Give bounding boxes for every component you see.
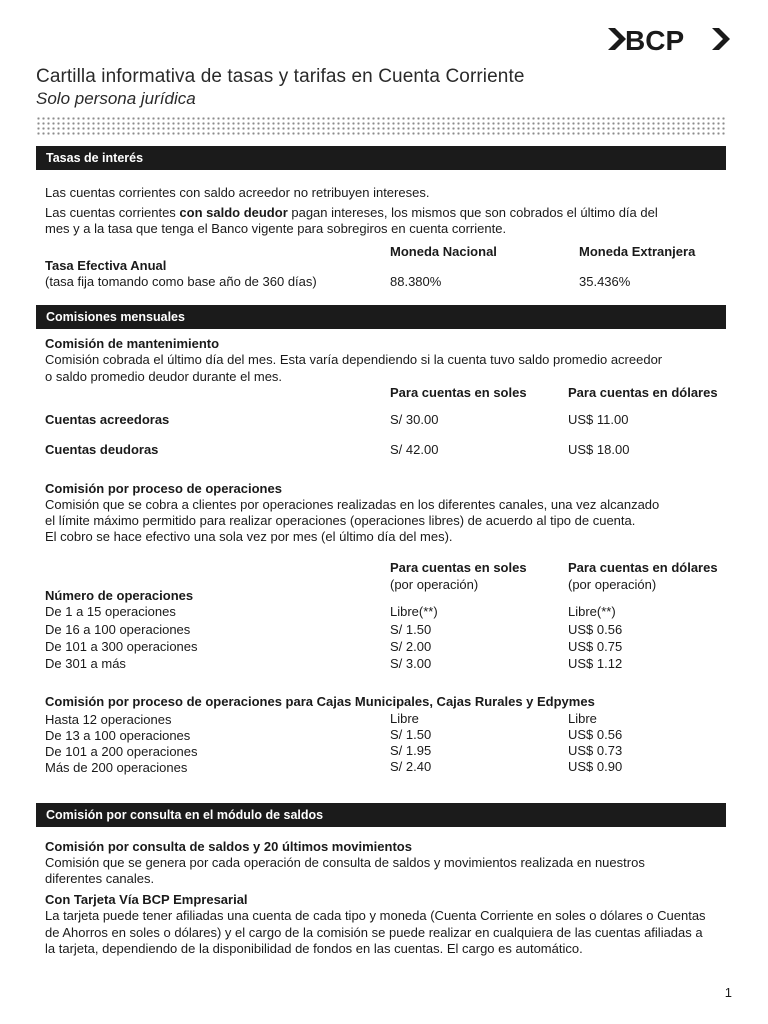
- proc-col-sub-soles: (por operación): [390, 577, 479, 592]
- proc-col-header-dolares: Para cuentas en dólares: [568, 560, 718, 575]
- proc-row-label: De 16 a 100 operaciones: [45, 622, 191, 637]
- proc-row-soles: S/ 1.50: [390, 622, 432, 637]
- proceso-desc-1: Comisión que se cobra a clientes por operaciones realizadas en los diferentes canales, una vez alcanzado: [45, 497, 660, 512]
- cajas-row-dolares: Libre: [568, 711, 597, 726]
- cajas-title: Comisión por proceso de operaciones para Cajas Municipales, Cajas Rurales y Edpymes: [45, 694, 595, 709]
- tarjeta-title: Con Tarjeta Vía BCP Empresarial: [45, 892, 248, 907]
- tarjeta-desc-3: la tarjeta, dependiendo de la disponibilidad de fondos en las cuentas. El cargo es automático.: [45, 941, 583, 956]
- proc-row-soles: S/ 3.00: [390, 656, 432, 671]
- tarjeta-desc-2: de Ahorros en soles o dólares) y el cargo de la comisión se puede realizar en cualquiera de las cuentas afiliadas a: [45, 925, 703, 940]
- consulta-desc-2: diferentes canales.: [45, 871, 155, 886]
- consulta-subtitle: Comisión por consulta de saldos y 20 últimos movimientos: [45, 839, 412, 854]
- proc-row-dolares: US$ 0.56: [568, 622, 623, 637]
- proc-row-dolares: US$ 1.12: [568, 656, 623, 671]
- proc-row-dolares: US$ 0.75: [568, 639, 623, 654]
- tasas-p2-post: pagan intereses, los mismos que son cobrados el último día del: [287, 205, 658, 220]
- mantenimiento-desc-1: Comisión cobrada el último día del mes. Esta varía dependiendo si la cuenta tuvo saldo promedio acreedor: [45, 352, 663, 367]
- col-header-dolares: Para cuentas en dólares: [568, 385, 718, 400]
- section-header-tasas: Tasas de interés: [36, 146, 726, 170]
- cajas-row-label: Hasta 12 operaciones: [45, 712, 172, 727]
- cajas-row-soles: S/ 2.40: [390, 759, 432, 774]
- col-header-moneda-extranjera: Moneda Extranjera: [579, 244, 696, 259]
- dotted-divider: [36, 116, 726, 136]
- proceso-title: Comisión por proceso de operaciones: [45, 481, 282, 496]
- tea-value-me: 35.436%: [579, 274, 631, 289]
- proc-row-soles: S/ 2.00: [390, 639, 432, 654]
- mant-row-dolares: US$ 18.00: [568, 442, 630, 457]
- proc-col-sub-dolares: (por operación): [568, 577, 657, 592]
- num-operaciones-label: Número de operaciones: [45, 588, 194, 603]
- tea-value-mn: 88.380%: [390, 274, 442, 289]
- tasas-p2-bold: con saldo deudor: [179, 205, 288, 220]
- proc-row-label: De 101 a 300 operaciones: [45, 639, 198, 654]
- tea-label: Tasa Efectiva Anual: [45, 258, 167, 273]
- consulta-desc-post: realizada en nuestros: [516, 855, 645, 870]
- cajas-row-soles: S/ 1.50: [390, 727, 432, 742]
- mant-row-soles: S/ 30.00: [390, 412, 439, 427]
- section-header-comisiones: Comisiones mensuales: [36, 305, 726, 329]
- page-title: Cartilla informativa de tasas y tarifas en Cuenta Corriente: [36, 66, 525, 87]
- tea-note: (tasa fija tomando como base año de 360 días): [45, 274, 317, 289]
- cajas-row-soles: Libre: [390, 711, 419, 726]
- cajas-row-label: De 13 a 100 operaciones: [45, 728, 191, 743]
- tasas-paragraph-1: Las cuentas corrientes con saldo acreedor no retribuyen intereses.: [45, 185, 430, 200]
- mant-row-dolares: US$ 11.00: [568, 412, 629, 427]
- cajas-row-dolares: US$ 0.73: [568, 743, 623, 758]
- mant-row-soles: S/ 42.00: [390, 442, 439, 457]
- cajas-row-label: De 101 a 200 operaciones: [45, 744, 198, 759]
- cajas-row-dolares: US$ 0.90: [568, 759, 623, 774]
- proceso-desc-2: el límite máximo permitido para realizar operaciones (operaciones libres) de acuerdo al tipo de cuenta.: [45, 513, 636, 528]
- consulta-desc-1: [45, 855, 645, 871]
- mant-row-label: Cuentas deudoras: [45, 442, 159, 457]
- section-header-consulta: Comisión por consulta en el módulo de saldos: [36, 803, 726, 827]
- consulta-desc-pre: Comisión que se genera por cada operación de consulta de: [45, 855, 393, 870]
- cajas-row-label: Más de 200 operaciones: [45, 760, 188, 775]
- proceso-desc-3: El cobro se hace efectivo una sola vez por mes (el último día del mes).: [45, 529, 453, 544]
- proc-row-dolares: Libre(**): [568, 604, 616, 619]
- tasas-paragraph-2: [45, 205, 658, 221]
- cajas-row-dolares: US$ 0.56: [568, 727, 623, 742]
- tasas-p2-pre: Las cuentas corrientes: [45, 205, 180, 220]
- proc-row-label: De 301 a más: [45, 656, 126, 671]
- proc-col-header-soles: Para cuentas en soles: [390, 560, 527, 575]
- proc-row-soles: Libre(**): [390, 604, 438, 619]
- proc-row-label: De 1 a 15 operaciones: [45, 604, 176, 619]
- mant-row-label: Cuentas acreedoras: [45, 412, 170, 427]
- consulta-desc-emph: saldos y movimientos: [392, 855, 517, 870]
- bcp-logo-text: BCP: [625, 25, 685, 56]
- cajas-row-soles: S/ 1.95: [390, 743, 432, 758]
- mantenimiento-desc-2: o saldo promedio deudor durante el mes.: [45, 369, 283, 384]
- page-number: 1: [724, 985, 732, 1000]
- page-subtitle: Solo persona jurídica: [36, 89, 196, 108]
- bcp-logo: [606, 22, 734, 56]
- tarjeta-desc-1: La tarjeta puede tener afiliadas una cuenta de cada tipo y moneda (Cuenta Corriente en soles o dólares o Cuentas: [45, 908, 706, 923]
- col-header-soles: Para cuentas en soles: [390, 385, 527, 400]
- tasas-paragraph-2-line-2: mes y a la tasa que tenga el Banco vigente para sobregiros en cuenta corriente.: [45, 221, 507, 236]
- mantenimiento-title: Comisión de mantenimiento: [45, 336, 220, 351]
- col-header-moneda-nacional: Moneda Nacional: [390, 244, 497, 259]
